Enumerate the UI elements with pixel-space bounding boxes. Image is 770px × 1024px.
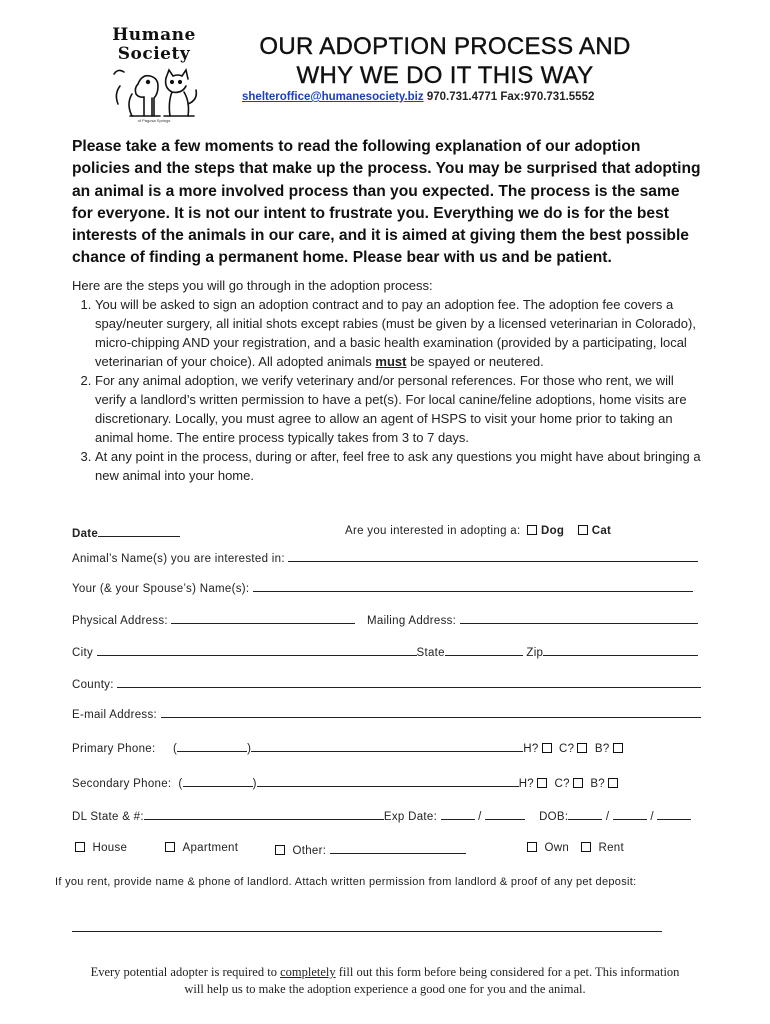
page-title xyxy=(210,32,680,90)
animal-names-field[interactable] xyxy=(72,550,698,565)
secondary-phone-field[interactable]: Secondary Phone: ( ) H? C? B? xyxy=(72,775,622,790)
steps-section xyxy=(72,276,702,485)
county-field[interactable] xyxy=(72,676,701,691)
housing-field xyxy=(72,842,127,854)
primary-h-checkbox[interactable] xyxy=(542,743,552,753)
date-label: Date xyxy=(72,528,99,540)
title-line1: OUR ADOPTION PROCESS AND xyxy=(259,33,631,60)
contact-line xyxy=(242,91,594,103)
house-label: House xyxy=(92,842,128,854)
exp-label: Exp Date: xyxy=(383,811,438,823)
primary-c-checkbox[interactable] xyxy=(577,743,587,753)
other-checkbox[interactable] xyxy=(275,845,285,855)
humane-society-logo xyxy=(104,22,204,126)
secondary-h-label: H? xyxy=(518,778,535,790)
primary-h-label: H? xyxy=(523,743,539,755)
step-1-must: must xyxy=(375,354,407,369)
state-label: State xyxy=(416,647,445,659)
city-state-zip-field[interactable] xyxy=(72,644,698,659)
dog-and-cat-illustration-icon xyxy=(108,64,200,120)
your-names-label: Your (& your Spouse’s) Name(s): xyxy=(72,583,250,595)
own-checkbox[interactable] xyxy=(527,842,537,852)
footer-text: Every potential adopter is required to xyxy=(90,965,281,979)
secondary-c-checkbox[interactable] xyxy=(573,778,583,788)
cat-label: Cat xyxy=(591,525,612,537)
email-label: E-mail Address: xyxy=(72,709,158,721)
step-1-text-end: be spayed or neutered. xyxy=(406,354,544,369)
email-field[interactable] xyxy=(72,706,701,721)
secondary-h-checkbox[interactable] xyxy=(537,778,547,788)
physical-label: Physical Address: xyxy=(72,615,168,627)
logo-line2: Society xyxy=(117,44,191,64)
dl-exp-dob-field[interactable]: DL State & #: Exp Date: / DOB: / / xyxy=(72,808,691,823)
cat-checkbox[interactable] xyxy=(578,525,588,535)
house-checkbox[interactable] xyxy=(75,842,85,852)
other-option xyxy=(272,842,466,857)
secondary-c-label: C? xyxy=(554,778,570,790)
other-label: Other: xyxy=(292,845,327,857)
primary-c-label: C? xyxy=(559,743,575,755)
dob-label: DOB: xyxy=(539,811,569,823)
your-names-field[interactable] xyxy=(72,580,693,595)
intro-paragraph: Please take a few moments to read the following explanation of our adoption policies and the steps that make up the process. You may be surprised that adopting an animal is a more involved process than you expected. The process is the same for everyone. It is not our intent to frustrate you. Everything we do is for the best interests of the animals in our care, and it is aimed at giving them the best possible chance of finding a permanent home. Please bear with us and be patient. xyxy=(72,138,701,267)
logo-subtitle: of Pagosa Springs xyxy=(137,118,171,123)
apartment-label: Apartment xyxy=(182,842,239,854)
dl-label: DL State & #: xyxy=(72,811,144,823)
landlord-instructions: If you rent, provide name & phone of landlord. Attach written permission from landlord & proof of any pet deposit: xyxy=(55,876,637,888)
apartment-checkbox[interactable] xyxy=(165,842,175,852)
title-line2: WHY WE DO IT THIS WAY xyxy=(296,62,594,89)
apartment-option xyxy=(162,842,238,854)
rent-label: Rent xyxy=(598,842,624,854)
phone-fax: 970.731.4771 Fax:970.731.5552 xyxy=(423,91,595,103)
interest-label: Are you interested in adopting a: xyxy=(345,525,521,537)
steps-lead: Here are the steps you will go through in the adoption process: xyxy=(72,278,433,293)
own-label: Own xyxy=(544,842,570,854)
primary-phone-field[interactable]: Primary Phone: ( ) H? C? B? xyxy=(72,740,627,755)
landlord-line[interactable] xyxy=(72,931,662,932)
primary-b-label: B? xyxy=(594,743,610,755)
own-option xyxy=(524,842,569,854)
logo-line1: Humane xyxy=(112,25,196,45)
mailing-label: Mailing Address: xyxy=(367,615,457,627)
step-2: 2. For any animal adoption, we verify veterinary and/or personal references. For those who rent, we will verify a landlord’s written permission to have a pet(s). For local canine/feline adoptions, home visits are discretionary. Locally, you must agree to allow an agent of HSPS to visit your home prior to taking an animal home. The entire process typically takes from 3 to 7 days. xyxy=(95,371,702,447)
county-label: County: xyxy=(72,679,114,691)
city-label: City xyxy=(72,647,94,659)
dog-checkbox[interactable] xyxy=(527,525,537,535)
step-1-text: You will be asked to sign an adoption contract and to pay an adoption fee. The adoption fee covers a spay/neuter surgery, all initial shots except rabies (must be given by a licensed veterinarian in Colorado), micro-chipping AND your registration, and a basic health examination (provided by a participating, local veterinarian of your choice). All adopted animals xyxy=(95,297,696,369)
secondary-phone-label: Secondary Phone: xyxy=(72,778,172,790)
rent-option xyxy=(578,842,624,854)
footer-completely: completely xyxy=(280,965,336,979)
footer-text-end: fill out this form before being considered for a pet. This information will help us to make the adoption experience a good one for you and the animal. xyxy=(184,965,680,996)
animal-names-label: Animal’s Name(s) you are interested in: xyxy=(72,553,285,565)
footer-note xyxy=(80,964,690,998)
primary-phone-label: Primary Phone: xyxy=(72,743,156,755)
rent-checkbox[interactable] xyxy=(581,842,591,852)
steps-list xyxy=(72,295,702,485)
step-1 xyxy=(95,295,702,371)
step-3: 3. At any point in the process, during or after, feel free to ask any questions you might have about bringing a new animal into your home. xyxy=(95,447,702,485)
physical-address-field[interactable] xyxy=(72,612,355,627)
dog-label: Dog xyxy=(540,525,565,537)
date-field[interactable] xyxy=(72,525,180,540)
email-link[interactable]: shelteroffice@humanesociety.biz xyxy=(242,91,424,103)
secondary-b-checkbox[interactable] xyxy=(608,778,618,788)
adopt-interest xyxy=(345,525,611,537)
secondary-b-label: B? xyxy=(590,778,605,790)
primary-b-checkbox[interactable] xyxy=(613,743,623,753)
mailing-address-field[interactable] xyxy=(367,612,698,627)
zip-label: Zip xyxy=(526,647,544,659)
